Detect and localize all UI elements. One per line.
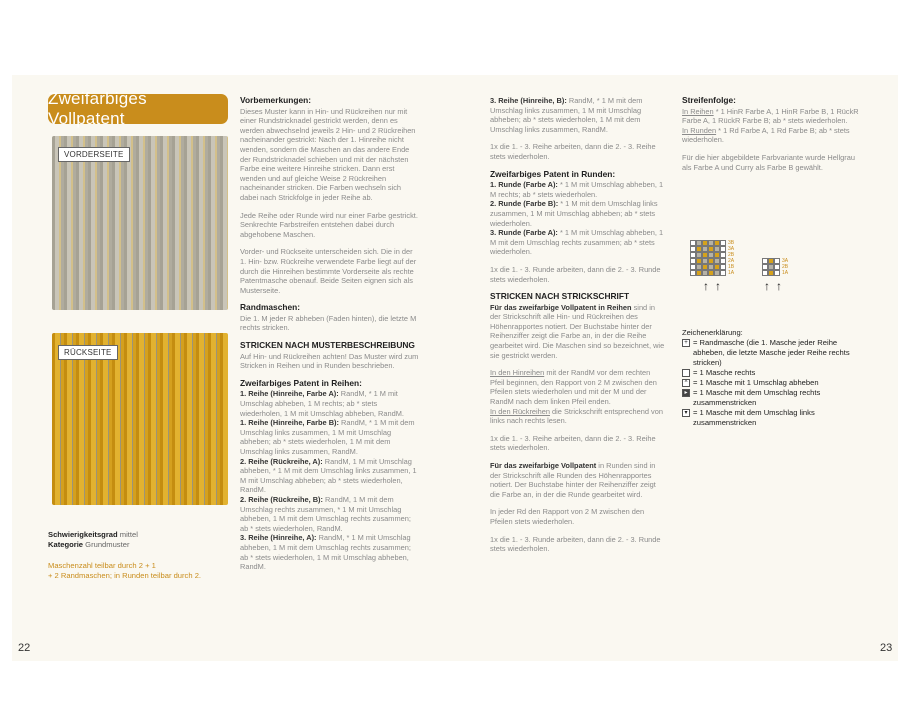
legend-row: ▸ = 1 Masche mit dem Umschlag rechts zusammenstricken [682,388,862,408]
stitch-count-note: Maschenzahl teilbar durch 2 + 1 + 2 Randmaschen; in Runden teilbar durch 2. [48,561,202,580]
slip-yarnover-icon: ^ [682,379,690,387]
knit-stitch-icon [682,369,690,377]
chart-cell [720,270,726,276]
back-side-label: RÜCKSEITE [58,345,118,360]
edge-stitch-icon: + [682,339,690,347]
front-side-label: VORDERSEITE [58,147,130,162]
chart-row-label: 2A [728,258,735,264]
repeat-arrow-icon: ↑ [715,279,721,293]
chart-row-label: 2B [728,252,735,258]
chart-row-label: 1A [728,270,735,276]
chart-row-label: 1B [728,264,735,270]
column-2: 3. Reihe (Hinreihe, B): RandM, * 1 M mit dem Umschlag links zusammen, 1 M mit Umschlag abheben; ab * stets wiederholen, 1 M mit dem Umschlag links zusammen, RandM. 1x die 1. - 3. Reihe arbeiten, dann die 2. - 3. Reihe stets wiederholen. Zweifarbiges Patent in Runden: 1. Runde (Farbe A): * 1 M mit Umschlag abheben, 1 M rechts; ab * stets wiederholen. 2. Runde (Farbe B): * 1 M mit dem Umschlag links zusammen, 1 M mit Umschlag abheben; ab * stets wiederholen. 3. Runde (Farbe A): * 1 M mit Umschlag abheben, 1 M mit dem Umschlag rechts zusammen; ab * stets wiederholen. 1x die 1. - 3. Runde arbeiten, dann die 2. - 3. Runde stets wiederholen. STRICKEN NACH STRICKSCHRIFT Für das zweifarbige Vollpatent in Reihen sind in der Strickschrift alle Hin- und Rückreihen des Höhenrapportes notiert. Der Buchstabe hinter der Reihenziffer zeigt die Farbe an, in der die Reihe gearbeitet wird. Die Maschen sind so bezeichnet, wie sie gestrickt werden. In den Hinreihen mit der RandM vor dem rechten Pfeil beginnen, den Rapport von 2 M zwischen den Pfeilen stets wiederholen und mit der M und der RandM nach dem linken Pfeil enden. In den Rückreihen die Strickschrift entsprechend von links nach rechts lesen. 1x die 1. - 3. Reihe arbeiten, dann die 2. - 3. Reihe stets wiederholen. Für das zweifarbige Vollpatent in Runden sind in der Strickschrift alle Runden des Höhenrapportes notiert. Der Buchstabe hinter der Reihenziffer zeigt die Farbe an, in der die Runde gearbeitet wird. In jeder Rd den Rapport von 2 M zwischen den Pfeilen stets wiederholen. 1x die 1. - 3. Runde arbeiten, dann die 2. - 3. Runde stets wiederholen. [490,96,665,554]
rows-heading: Zweifarbiges Patent in Reihen: [240,377,362,388]
column-3: Streifenfolge: In Reihen * 1 HinR Farbe A, 1 HinR Farbe B, 1 RückR Farbe A, 1 RückR Farbe B; ab * stets wiederholen. In Runden * 1 Rd Farbe A, 1 Rd Farbe B; ab * stets wiederholen. Für die hier abgebildete Farbvariante wurde Hellgrau als Farbe A und Curry als Farbe B gewählt. [682,96,862,180]
purl-together-icon: ▾ [682,409,690,417]
front-side-photo [52,136,228,310]
sequence-heading: Streifenfolge: [682,95,736,105]
repeat-arrow-icon: ↑ [764,279,770,293]
chart-row-label: 1A [782,270,789,276]
legend-heading: Zeichenerklärung: [682,328,743,337]
legend-row: ▾ = 1 Masche mit dem Umschlag links zusammenstricken [682,408,862,428]
page-number-right: 23 [880,642,893,654]
chart-cell [774,270,780,276]
rounds-heading: Zweifarbiges Patent in Runden: [490,168,616,179]
legend-row: + = Randmasche (die 1. Masche jeder Reihe abheben, die letzte Masche jeder Reihe rechts stricken) [682,338,862,368]
written-heading: STRICKEN NACH MUSTERBESCHREIBUNG [240,340,415,351]
chart-row-label: 2B [782,264,789,270]
legend [682,328,862,428]
prelim-heading: Vorbemerkungen: [240,95,312,105]
repeat-arrow-icon: ↑ [703,279,709,293]
knit-together-icon: ▸ [682,389,690,397]
legend-row: ^ = 1 Masche mit 1 Umschlag abheben [682,378,862,388]
chart-row-label: 3A [728,246,735,252]
pattern-title: Zweifarbiges Vollpatent [48,94,228,124]
edge-heading: Randmaschen: [240,302,301,313]
chart-row-label: 3B [728,240,735,246]
page-number-left: 22 [18,642,31,654]
column-1: Vorbemerkungen: Dieses Muster kann in Hin- und Rückreihen nur mit einer Rundstricknadel gestrickt werden, denn es werden abwechselnd jeweils 2 Hin- und 2 Rückreihen nacheinander gestrickt: Nach der 1. Hinreihe nicht wenden, sondern die Maschen an das andere Ende der Rundstricknadel schieben und mit der nächsten Farbe eine weitere Hinreihe stricken. Dann erst wenden und auf gleiche Weise 2 Rückreihen nacheinander stricken. Die Farben wechseln sich dabei nach Strickfolge in jeder Reihe ab. Jede Reihe oder Runde wird nur einer Farbe gestrickt. Senkrechte Farbstreifen entstehen dabei durch abgehobene Maschen. Vorder- und Rückseite unterscheiden sich. Die in der 1. Hin- bzw. Rückreihe verwendete Farbe liegt auf der durch die Hinreihen bestimmte Vorderseite als rechte Patentmasche obenauf. Beide Seiten eignen sich als Musterseite. Randmaschen: Die 1. M jeder R abheben (Faden hinten), die letzte M rechts stricken. STRICKEN NACH MUSTERBESCHREIBUNG Auf Hin- und Rückreihen achten! Das Muster wird zum Stricken in Reihen und in Runden beschrieben. Zweifarbiges Patent in Reihen: 1. Reihe (Hinreihe, Farbe A): RandM, * 1 M mit Umschlag abheben, 1 M rechts; ab * stets wiederholen, 1 M mit Umschlag abheben, RandM. 1. Reihe (Hinreihe, Farbe B): RandM, * 1 M mit dem Umschlag links zusammen, 1 M mit Umschlag abheben; ab * stets wiederholen, 1 M mit dem Umschlag links zusammen, RandM. 2. Reihe (Rückreihe, A): RandM, 1 M mit Umschlag abheben, * 1 M mit dem Umschlag links zusammen, 1 M mit Umschlag abheben; ab * stets wiederholen, RandM. 2. Reihe (Rückreihe, B): RandM, 1 M mit dem Umschlag rechts zusammen, * 1 M mit Umschlag abheben, 1 M mit dem Umschlag rechts zusammen; ab * stets wiederholen, RandM. 3. Reihe (Hinreihe, A): RandM, * 1 M mit Umschlag abheben, 1 M mit dem Umschlag rechts zusammen; ab * stets wiederholen, 1 M mit Umschlag abheben, RandM. [240,95,419,572]
repeat-arrow-icon: ↑ [776,279,782,293]
legend-row: = 1 Masche rechts [682,368,862,378]
pattern-meta: Schwierigkeitsgrad mittel Kategorie Grundmuster [48,530,138,549]
chart-row-label: 3A [782,258,789,264]
chart-heading: STRICKEN NACH STRICKSCHRIFT [490,291,630,302]
